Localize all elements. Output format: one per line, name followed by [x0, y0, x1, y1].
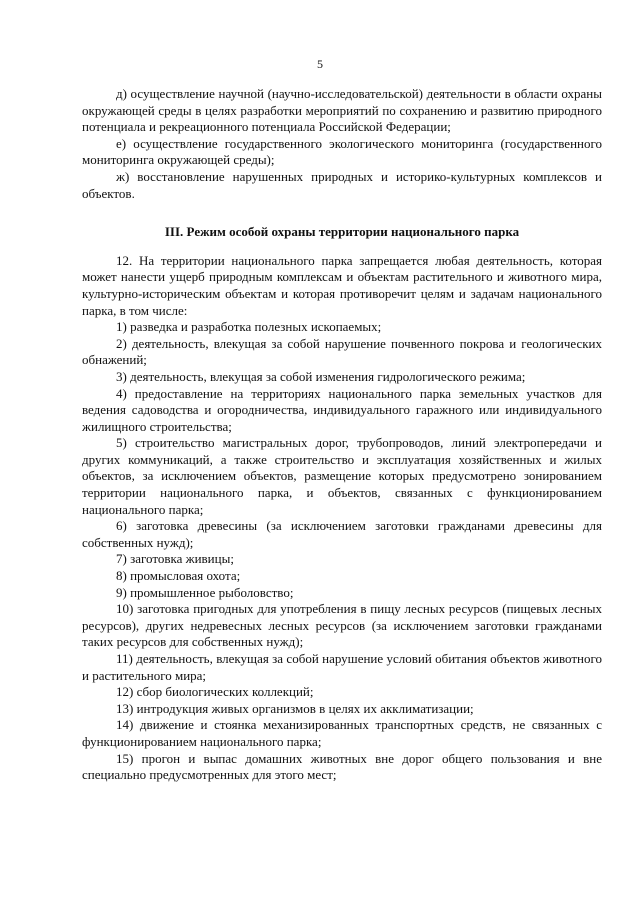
list-item-10: 10) заготовка пригодных для употребления в пищу лесных ресурсов (пищевых лесных ресурсов), других недревесных лесных ресурсов (за исключением заготовки гражданами таких ресурсов для собственных нужд);	[82, 601, 602, 650]
list-item-3: 3) деятельность, влекущая за собой изменения гидрологического режима;	[116, 368, 526, 384]
list-item-13: 13) интродукция живых организмов в целях их акклиматизации;	[116, 700, 474, 716]
list-item-1: 1) разведка и разработка полезных ископаемых;	[116, 319, 382, 335]
list-item-2: 2) деятельность, влекущая за собой нарушение почвенного покрова и геологических обнажений;	[82, 335, 602, 368]
list-item-14: 14) движение и стоянка механизированных транспортных средств, не связанных с функционированием национального парка;	[82, 717, 602, 749]
list-item-5: 5) строительство магистральных дорог, трубопроводов, линий электропередачи и других коммуникаций, а также строительство и эксплуатация хозяйственных и жилых объектов, за исключением объектов, размещение которых предусмотрено зонированием территории национального парка, и объектов, связанных с функционированием национального парка;	[82, 435, 602, 517]
list-item-7: 7) заготовка живицы;	[116, 551, 234, 567]
list-item-11: 11) деятельность, влекущая за собой нарушение условий обитания объектов животного и растительного мира;	[82, 651, 602, 683]
list-item-4: 4) предоставление на территориях национального парка земельных участков для ведения садоводства и огородничества, индивидуального гаражного или индивидуального жилищного строительства;	[82, 385, 602, 434]
section-heading: III. Режим особой охраны территории национального парка	[164, 224, 520, 240]
clause-12-intro: 12. На территории национального парка запрещается любая деятельность, которая может нанести ущерб природным комплексам и объектам растительного и животного мира, культурно-историческим объектам и которая противоречит целям и задачам национального парка, в том числе:	[82, 252, 602, 318]
document-body	[82, 86, 602, 784]
page-number: 5	[317, 57, 323, 71]
paragraph-zh: ж) восстановление нарушенных природных и историко-культурных комплексов и объектов.	[82, 168, 602, 201]
list-item-8: 8) промысловая охота;	[116, 568, 241, 584]
paragraph-d: д) осуществление научной (научно-исследовательской) деятельности в области охраны окружающей среды в целях разработки мероприятий по сохранению и развитию природного потенциала и рекреационного потенциала Российской Федерации;	[82, 86, 602, 135]
paragraph-e: е) осуществление государственного экологического мониторинга (государственного мониторинга окружающей среды);	[82, 135, 602, 168]
list-item-15: 15) прогон и выпас домашних животных вне дорог общего пользования и вне специально предусмотренных для этого мест;	[82, 750, 602, 783]
list-item-12: 12) сбор биологических коллекций;	[116, 684, 314, 700]
list-item-9: 9) промышленное рыболовство;	[116, 584, 294, 600]
list-item-6: 6) заготовка древесины (за исключением заготовки гражданами древесины для собственных нужд);	[82, 518, 602, 550]
